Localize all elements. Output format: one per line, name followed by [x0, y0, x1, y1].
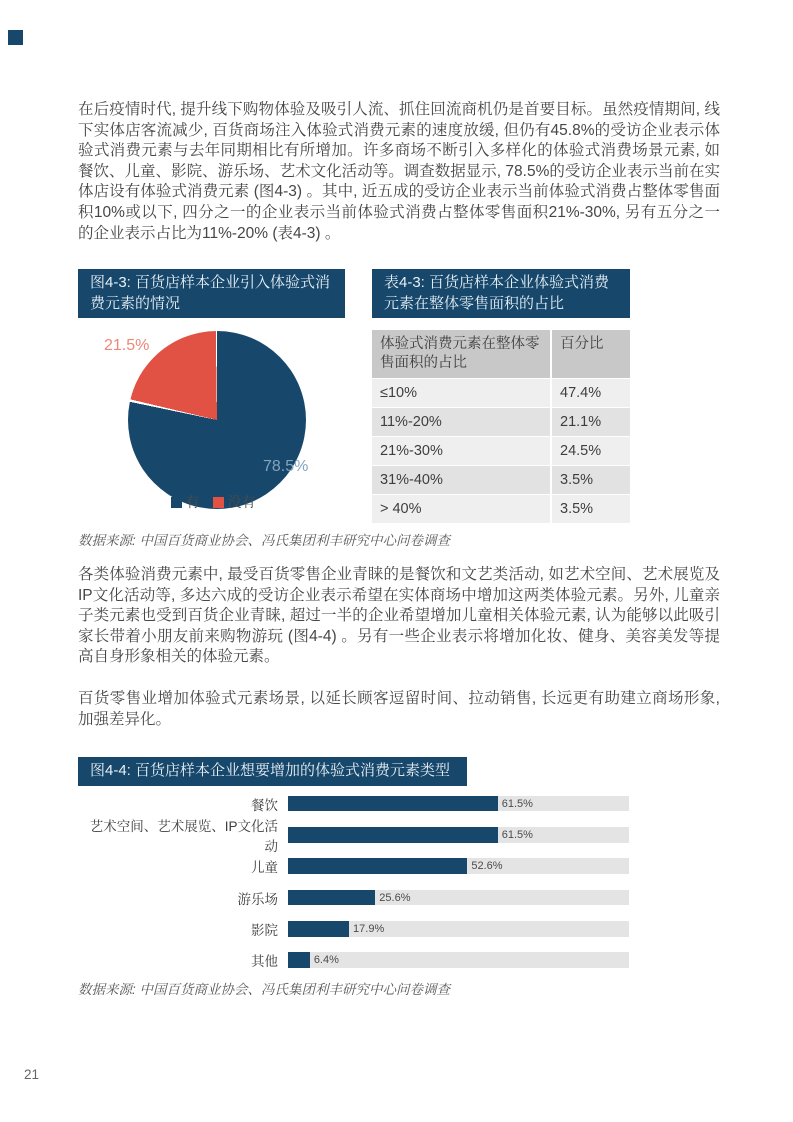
- bar-track: [288, 827, 629, 843]
- table-body: [372, 379, 630, 523]
- table-cell-range: > 40%: [372, 495, 550, 523]
- table-header-row: [372, 330, 630, 378]
- bar-fill: [288, 890, 375, 906]
- bar-row: [78, 913, 631, 944]
- bar-fill: [288, 796, 498, 812]
- table-cell-range: 11%-20%: [372, 408, 550, 436]
- bar-category-label: 影院: [251, 922, 278, 938]
- bar-chart: [78, 788, 631, 976]
- legend-label: 有: [185, 494, 200, 510]
- bar-track: [288, 858, 629, 874]
- legend-item-0: [171, 492, 200, 512]
- legend-swatch-icon: [171, 497, 182, 508]
- figure-4-4-title-bar: [78, 757, 467, 786]
- table-row: [372, 379, 630, 407]
- figure-4-3-source: 数据来源: 中国百货商业协会、冯氏集团利丰研究中心问卷调查: [78, 533, 451, 548]
- table-row: [372, 437, 630, 465]
- legend-item-1: [213, 492, 256, 512]
- paragraph-elements: 各类体验消费元素中, 最受百货零售企业青睐的是餐饮和文艺类活动, 如艺术空间、艺术展览及IP文化活动等, 多达六成的受访企业表示希望在实体商场中增加这两类体验元素。另外, 儿童亲子类元素也受到百货企业青睐, 超过一半的企业希望增加儿童相关体验元素, 认为能够以此吸引家长带着小朋友前来购物游玩 (图4-4) 。另有一些企业表示将增加化妆、健身、美容美发等提高自身形象相关的体验元素。: [78, 566, 720, 666]
- bar-value-label: 61.5%: [501, 828, 533, 841]
- table-cell-range: 31%-40%: [372, 466, 550, 494]
- table-cell-percentage: 3.5%: [552, 495, 630, 523]
- bar-value-label: 52.6%: [471, 860, 503, 873]
- bar-category-label: 其他: [251, 954, 278, 970]
- bar-value-label: 61.5%: [501, 797, 533, 810]
- pie-data-label-yes: 78.5%: [263, 458, 309, 475]
- figure-4-3-title: 图4-3: 百货店样本企业引入体验式消费元素的情况: [90, 274, 331, 312]
- bar-fill: [288, 827, 498, 843]
- table-header-category: 体验式消费元素在整体零售面积的占比: [372, 330, 550, 378]
- paragraph-benefit: 百货零售业增加体验式元素场景, 以延长顾客逗留时间、拉动销售, 长远更有助建立商场形象, 加强差异化。: [78, 690, 720, 728]
- pie-chart: [128, 331, 309, 509]
- bar-row: [78, 851, 631, 882]
- pie-data-label-no: 21.5%: [104, 337, 150, 354]
- bar-fill: [288, 921, 349, 937]
- table-cell-percentage: 24.5%: [552, 437, 630, 465]
- table-header-percentage: 百分比: [552, 330, 630, 378]
- bar-value-label: 25.6%: [379, 891, 411, 904]
- bar-value-label: 6.4%: [313, 954, 339, 967]
- figure-4-3-title-bar: [78, 269, 345, 318]
- table-row: [372, 408, 630, 436]
- bar-category-label: 艺术空间、艺术展览、IP文化活动: [89, 818, 278, 854]
- bar-track: [288, 796, 629, 812]
- table-row: [372, 466, 630, 494]
- figure-4-4-source: 数据来源: 中国百货商业协会、冯氏集团利丰研究中心问卷调查: [78, 982, 451, 997]
- bar-track: [288, 952, 629, 968]
- table-cell-range: ≤10%: [372, 379, 550, 407]
- table-cell-percentage: 3.5%: [552, 466, 630, 494]
- legend-label: 没有: [227, 494, 256, 510]
- pie-legend: [78, 492, 348, 512]
- page-number: 21: [24, 1067, 40, 1082]
- table-4-3: [372, 330, 630, 524]
- table-cell-percentage: 47.4%: [552, 379, 630, 407]
- table-row: [372, 495, 630, 523]
- bar-row: [78, 944, 631, 975]
- bar-row: [78, 818, 631, 854]
- table-cell-range: 21%-30%: [372, 437, 550, 465]
- bar-row: [78, 882, 631, 913]
- figure-4-4-title: 图4-4: 百货店样本企业想要增加的体验式消费元素类型: [90, 762, 451, 779]
- bar-track: [288, 890, 629, 906]
- bar-fill: [288, 858, 467, 874]
- bar-category-label: 游乐场: [237, 891, 278, 907]
- bar-track: [288, 921, 629, 937]
- table-4-3-title-bar: [372, 269, 630, 318]
- table-4-3-title: 表4-3: 百货店样本企业体验式消费元素在整体零售面积的占比: [384, 274, 610, 312]
- legend-swatch-icon: [213, 497, 224, 508]
- bar-category-label: 餐饮: [251, 797, 278, 813]
- paragraph-intro: 在后疫情时代, 提升线下购物体验及吸引人流、抓住回流商机仍是首要目标。虽然疫情期间, 线下实体店客流减少, 百货商场注入体验式消费元素的速度放缓, 但仍有45.8%的受访企业表示体验式消费元素与去年同期相比有所增加。许多商场不断引入多样化的体验式消费场景元素, 如餐饮、儿童、影院、游乐场、艺术文化活动等。调查数据显示, 78.5%的受访企业表示当前在实体店设有体验式消费元素 (图4-3) 。其中, 近五成的受访企业表示当前体验式消费占整体零售面积10%或以下, 四分之一的企业表示当前体验式消费占整体零售面积21%-30%, 另有五分之一的企业表示占比为11%-20% (表4-3) 。: [78, 101, 720, 242]
- bar-category-label: 儿童: [251, 860, 278, 876]
- table-cell-percentage: 21.1%: [552, 408, 630, 436]
- bar-fill: [288, 952, 310, 968]
- bar-value-label: 17.9%: [353, 922, 385, 935]
- logo-mark: [8, 30, 23, 45]
